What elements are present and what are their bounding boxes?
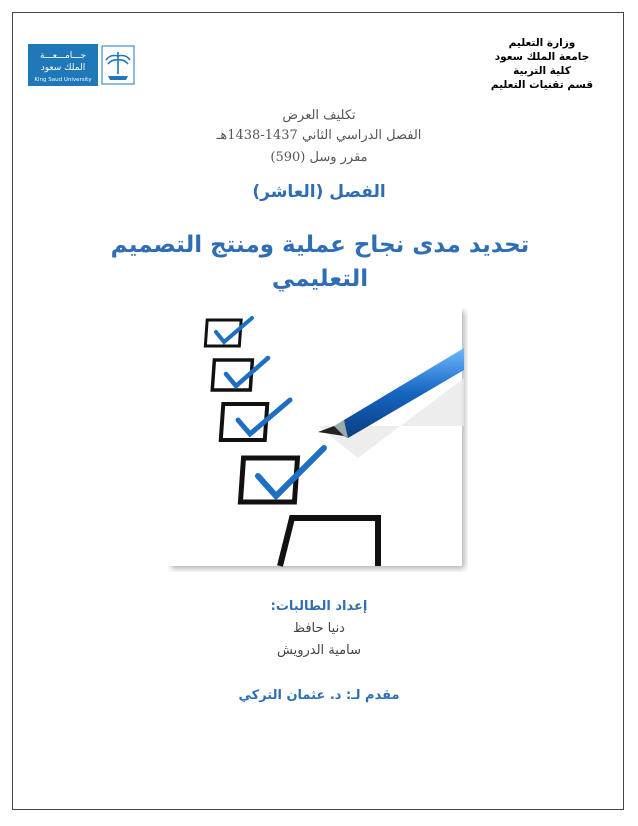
assignment-title: تكليف العرض (282, 108, 356, 123)
document-title: تحديد مدى نجاح عملية ومنتج التصميم التعليمي (110, 232, 530, 292)
presented-to: مقدم لـ: د. عثمان التركي (238, 688, 400, 703)
student-name-2: سامية الدرويش (277, 643, 361, 658)
svg-text:الملك سعود: الملك سعود (40, 63, 86, 73)
prepared-by-label: إعداد الطالبات: (270, 599, 368, 614)
chapter-heading: الفصل (العاشر) (252, 182, 386, 202)
department-line: قسم تقنيات التعليم (490, 79, 594, 91)
college-line: كلية التربية (513, 65, 571, 77)
ministry-line: وزارة التعليم (508, 37, 576, 49)
student-name-1: دنيا حافظ (293, 621, 345, 636)
university-line: جامعة الملك سعود (494, 51, 590, 63)
palm-emblem-icon (102, 46, 134, 84)
prepared-by-section (0, 596, 638, 662)
svg-text:جـــامـــعـــة: جـــامـــعـــة (39, 51, 87, 61)
semester-text: الفصل الدراسي الثاني 1437-1438هـ (216, 128, 422, 143)
checklist-illustration (168, 308, 468, 572)
ministry-header (402, 36, 602, 92)
ksu-logo (28, 44, 136, 86)
course-text: مقرر وسل (590) (270, 150, 368, 165)
svg-text:King Saud University: King Saud University (34, 77, 92, 83)
